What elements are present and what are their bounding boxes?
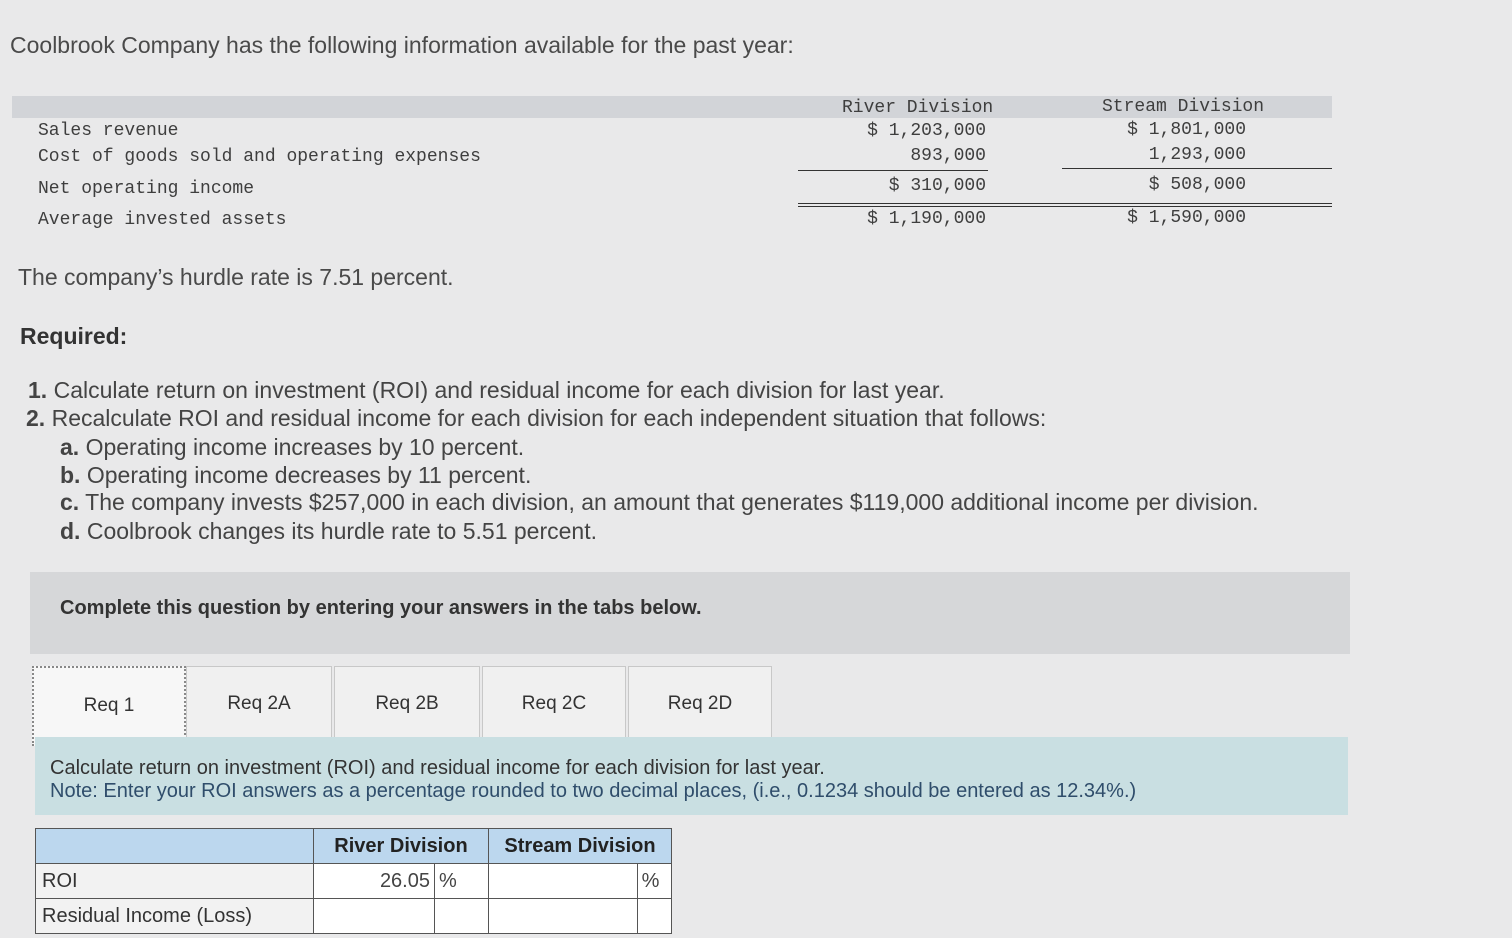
answer-table <box>35 828 672 934</box>
tab-req-2d[interactable] <box>628 666 772 742</box>
required-heading: Required: <box>20 323 128 349</box>
stream-roi-value <box>633 870 637 892</box>
row-label-sales: Sales revenue <box>38 121 179 141</box>
situation-c-text: The company invests $257,000 in each division, an amount that generates $119,000 additional income per division. <box>85 489 1259 515</box>
instruction-text: Calculate return on investment (ROI) and residual income for each division for last year. <box>50 757 825 779</box>
hurdle-text: The company’s hurdle rate is 7.51 percent. <box>18 264 454 290</box>
situation-a <box>60 434 524 461</box>
roi-label: ROI <box>36 864 314 899</box>
situation-a-text: Operating income increases by 10 percent. <box>85 434 525 460</box>
answer-table-header <box>36 829 672 864</box>
tab-req-2c[interactable] <box>482 666 626 742</box>
river-assets: $ 1,190,000 <box>867 209 986 229</box>
tab-req-2b[interactable] <box>334 666 480 742</box>
row-label-noi: Net operating income <box>38 179 255 199</box>
river-residual-value <box>430 905 434 927</box>
stream-residual-unit <box>637 899 671 934</box>
residual-income-label: Residual Income (Loss) <box>36 899 314 934</box>
stream-cogs: 1,293,000 <box>1148 145 1246 165</box>
situation-b <box>60 462 531 489</box>
river-residual-unit <box>435 899 489 934</box>
river-residual-input[interactable] <box>314 899 435 934</box>
stream-assets: $ 1,590,000 <box>1127 208 1246 228</box>
river-noi: $ 310,000 <box>888 176 986 196</box>
situation-b-text: Operating income decreases by 11 percent. <box>86 462 532 488</box>
note-text: Note: Enter your ROI answers as a percentage rounded to two decimal places, (i.e., 0.1234 should be entered as 12.34%.) <box>50 780 1137 802</box>
river-roi-unit: % <box>435 864 489 899</box>
situation-d-letter: d. <box>60 518 81 544</box>
river-sales: $ 1,203,000 <box>867 121 986 141</box>
tab-req-2c-label: Req 2C <box>521 693 587 714</box>
river-roi-value: 26.05 <box>379 869 430 892</box>
requirement-1-text: Calculate return on investment (ROI) and residual income for each division for last year. <box>53 377 945 403</box>
situation-c <box>60 489 1259 516</box>
total-rule-1 <box>798 203 1332 204</box>
intro-text: Coolbrook Company has the following information available for the past year: <box>10 32 794 58</box>
tab-req-1-label: Req 1 <box>83 695 135 716</box>
stream-residual-input[interactable] <box>489 899 638 934</box>
tab-req-1[interactable] <box>32 666 186 746</box>
tab-req-2d-label: Req 2D <box>667 693 733 714</box>
requirement-tabs <box>30 666 775 746</box>
complete-instruction: Complete this question by entering your answers in the tabs below. <box>60 597 702 619</box>
header-river: River Division <box>314 829 489 864</box>
table-row-residual <box>36 899 672 934</box>
stream-division-header: Stream Division <box>1102 97 1265 117</box>
situation-a-letter: a. <box>60 434 80 460</box>
river-division-header: River Division <box>842 98 994 118</box>
row-label-assets: Average invested assets <box>38 210 287 230</box>
tab-req-2a[interactable] <box>186 666 332 742</box>
header-stream: Stream Division <box>489 829 672 864</box>
river-roi-input[interactable] <box>314 864 435 899</box>
stream-noi: $ 508,000 <box>1148 175 1246 195</box>
situation-c-letter: c. <box>60 489 80 515</box>
situation-d-text: Coolbrook changes its hurdle rate to 5.51 percent. <box>86 518 597 544</box>
river-cogs: 893,000 <box>910 146 986 166</box>
stream-roi-unit: % <box>637 864 671 899</box>
requirement-1 <box>28 377 945 404</box>
tab-req-2a-label: Req 2A <box>227 693 291 714</box>
requirement-1-num: 1. <box>28 377 48 403</box>
stream-roi-input[interactable] <box>489 864 638 899</box>
total-rule-2 <box>798 206 1332 207</box>
situation-b-letter: b. <box>60 462 81 488</box>
situation-d <box>60 518 597 545</box>
river-subtotal-rule <box>798 170 988 171</box>
tab-req-2b-label: Req 2B <box>375 693 439 714</box>
stream-subtotal-rule <box>1062 168 1332 169</box>
requirement-2 <box>26 405 1046 432</box>
stream-sales: $ 1,801,000 <box>1127 120 1246 140</box>
header-blank-cell <box>36 829 314 864</box>
stream-residual-value <box>633 905 637 927</box>
row-label-cogs: Cost of goods sold and operating expenses <box>38 147 481 167</box>
requirement-2-text: Recalculate ROI and residual income for each division for each independent situation that follows: <box>51 405 1047 431</box>
table-row-roi <box>36 864 672 899</box>
requirement-2-num: 2. <box>26 405 46 431</box>
